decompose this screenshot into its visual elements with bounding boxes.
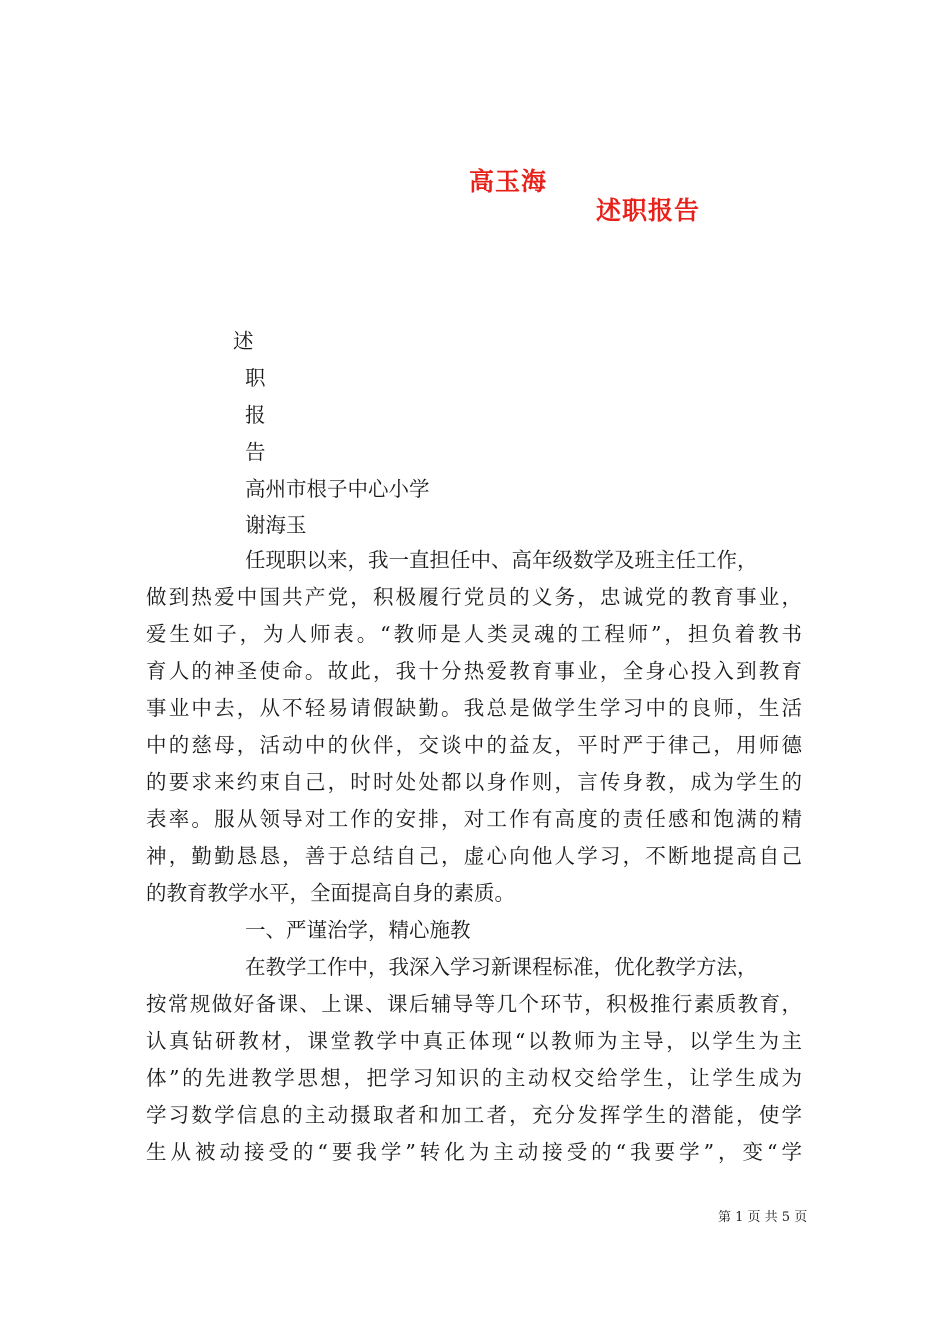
title-report: 述职报告 (596, 196, 701, 225)
paragraph-line: 中的慈母，活动中的伙伴，交谈中的益友，平时严于律己，用师德 (146, 733, 802, 757)
author-name: 谢海玉 (245, 513, 307, 537)
paragraph-line: 神，勤勤恳恳，善于总结自己，虚心向他人学习，不断地提高自己 (146, 844, 802, 868)
heading-char: 报 (245, 403, 266, 427)
section-heading: 一、严谨治学，精心施教 (245, 918, 471, 942)
paragraph-line: 学习数学信息的主动摄取者和加工者，充分发挥学生的潜能，使学 (146, 1103, 802, 1127)
paragraph-line: 按常规做好备课、上课、课后辅导等几个环节，积极推行素质教育， (146, 992, 802, 1016)
paragraph-line: 的要求来约束自己，时时处处都以身作则，言传身教，成为学生的 (146, 770, 802, 794)
page-number: 第 1 页 共 5 页 (718, 1210, 808, 1225)
heading-char: 述 (233, 329, 254, 353)
title-name: 高玉海 (469, 167, 548, 196)
paragraph-line: 育人的神圣使命。故此，我十分热爱教育事业，全身心投入到教育 (146, 659, 802, 683)
paragraph-line: 事业中去，从不轻易请假缺勤。我总是做学生学习中的良师，生活 (146, 696, 802, 720)
heading-char: 职 (245, 366, 266, 390)
school-name: 高州市根子中心小学 (245, 477, 430, 501)
paragraph-line: 认真钻研教材，课堂教学中真正体现“以教师为主导，以学生为主 (146, 1029, 802, 1053)
paragraph-line: 生从被动接受的“要我学”转化为主动接受的“我要学”，变“学 (146, 1140, 802, 1164)
paragraph-line: 任现职以来，我一直担任中、高年级数学及班主任工作， (245, 548, 758, 572)
paragraph-line: 表率。服从领导对工作的安排，对工作有高度的责任感和饱满的精 (146, 807, 802, 831)
document-title (0, 133, 950, 249)
paragraph-line: 在教学工作中，我深入学习新课程标准，优化教学方法， (245, 955, 758, 979)
paragraph-line: 体”的先进教学思想，把学习知识的主动权交给学生，让学生成为 (146, 1066, 802, 1090)
paragraph-line: 做到热爱中国共产党，积极履行党员的义务，忠诚党的教育事业， (146, 585, 802, 609)
heading-char: 告 (245, 440, 266, 464)
paragraph-line: 的教育教学水平，全面提高自身的素质。 (146, 881, 515, 905)
paragraph-line: 爱生如子，为人师表。“教师是人类灵魂的工程师”，担负着教书 (146, 622, 802, 646)
